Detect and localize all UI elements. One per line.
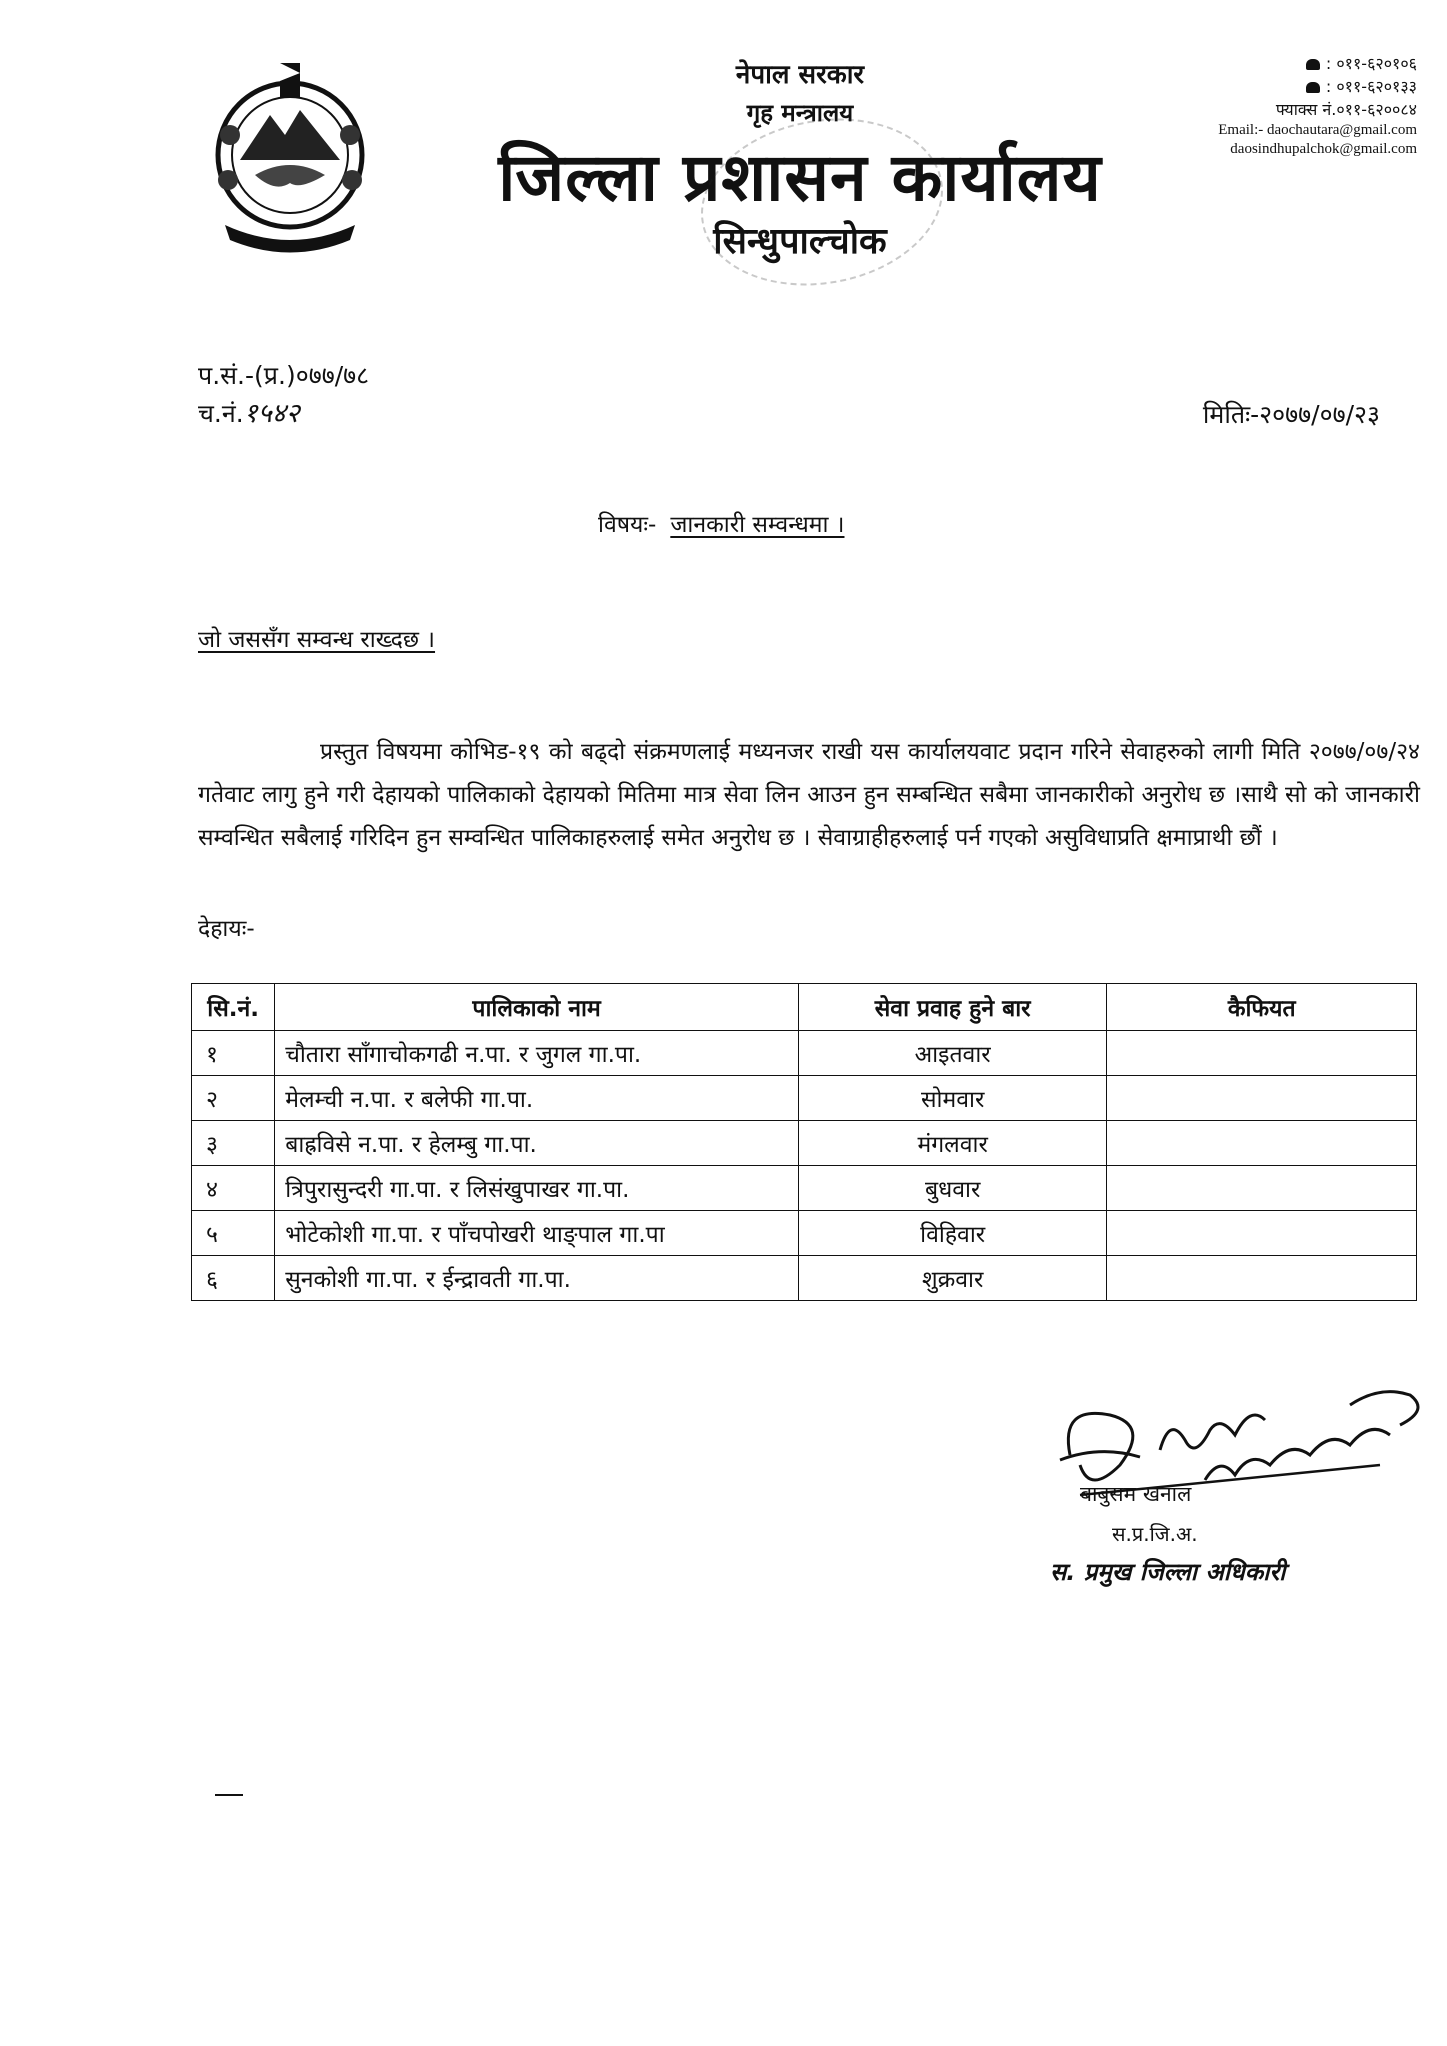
subject-line — [598, 507, 844, 539]
table-row — [192, 1031, 1417, 1076]
table-header-row — [192, 984, 1417, 1031]
service-day-cell: बुधवार — [798, 1166, 1107, 1211]
table-row — [192, 1211, 1417, 1256]
annex-label: देहायः- — [198, 916, 255, 942]
municipality-cell: सुनकोशी गा.पा. र ईन्द्रावती गा.पा. — [275, 1256, 799, 1301]
email-1: Email:- daochautara@gmail.com — [1218, 122, 1417, 138]
remarks-cell — [1107, 1031, 1417, 1076]
handwritten-signature — [1020, 1345, 1440, 1555]
header-serial: सि.नं. — [192, 984, 275, 1031]
email-2: daosindhupalchok@gmail.com — [1230, 141, 1417, 157]
municipality-cell: बाह्रविसे न.पा. र हेलम्बु गा.पा. — [275, 1121, 799, 1166]
remarks-cell — [1107, 1121, 1417, 1166]
municipality-cell: मेलम्ची न.पा. र बलेफी गा.पा. — [275, 1076, 799, 1121]
serial-cell: ४ — [192, 1166, 275, 1211]
remarks-cell — [1107, 1211, 1417, 1256]
service-day-cell: विहिवार — [798, 1211, 1107, 1256]
header-service-day: सेवा प्रवाह हुने बार — [798, 984, 1107, 1031]
service-day-cell: मंगलवार — [798, 1121, 1107, 1166]
government-name: नेपाल सरकार — [735, 60, 865, 90]
addressee: जो जससँग सम्वन्ध राख्दछ । — [198, 627, 436, 653]
service-day-cell: शुक्रवार — [798, 1256, 1107, 1301]
header-remarks: कैफियत — [1107, 984, 1417, 1031]
serial-cell: २ — [192, 1076, 275, 1121]
signatory-name: बाबुसम खनाल — [1080, 1482, 1192, 1506]
reference-block — [198, 357, 369, 433]
dispatch-number-line — [198, 395, 369, 433]
municipality-cell: त्रिपुरासुन्दरी गा.पा. र लिसंखुपाखर गा.पा. — [275, 1166, 799, 1211]
remarks-cell — [1107, 1166, 1417, 1211]
municipality-cell: भोटेकोशी गा.पा. र पाँचपोखरी थाङ्पाल गा.पा — [275, 1211, 799, 1256]
table-row — [192, 1076, 1417, 1121]
service-day-cell: आइतवार — [798, 1031, 1107, 1076]
service-schedule-table — [191, 983, 1417, 1301]
fax-number: फ्याक्स नं.०११-६२००८४ — [1275, 100, 1417, 119]
serial-cell: ५ — [192, 1211, 275, 1256]
nepal-emblem-logo — [200, 55, 380, 255]
serial-cell: ६ — [192, 1256, 275, 1301]
ministry-name: गृह मन्त्रालय — [746, 99, 854, 127]
body-paragraph: प्रस्तुत विषयमा कोभिड-१९ को बढ्दो संक्रमणलाई मध्यनजर राखी यस कार्यालयवाट प्रदान गरिने सेवाहरुको लागी मिति २०७७/०७/२४ गतेवाट लागु हुने गरी देहायको पालिकाको देहायको मितिमा मात्र सेवा लिन आउन हुन सम्बन्धित सबैमा जानकारीको अनुरोध छ ।साथै सो को जानकारी सम्वन्धित सबैलाई गरिदिन हुन सम्वन्धित पालिकाहरुलाई समेत अनुरोध छ । सेवाग्राहीहरुलाई पर्न गएको असुविधाप्रति क्षमाप्राथी छौं । — [198, 739, 1420, 851]
dispatch-number: १५४२ — [243, 398, 300, 429]
serial-cell: ३ — [192, 1121, 275, 1166]
phone-line-1 — [1117, 52, 1417, 75]
telephone-icon — [1306, 59, 1320, 70]
office-title: जिल्ला प्रशासन कार्यालय — [498, 139, 1102, 216]
dispatch-label: च.नं. — [198, 399, 244, 428]
district-name: सिन्धुपाल्चोक — [713, 221, 887, 262]
remarks-cell — [1107, 1256, 1417, 1301]
letter-number: प.सं.-(प्र.)०७७/७८ — [198, 361, 370, 390]
serial-cell: १ — [192, 1031, 275, 1076]
phone-number-2: : ०११-६२०१३३ — [1325, 77, 1417, 96]
letter-date: मितिः-२०७७/०७/२३ — [1202, 400, 1380, 429]
subject-label: विषयः- — [598, 512, 657, 538]
header-municipality: पालिकाको नाम — [275, 984, 799, 1031]
signatory-abbreviation: स.प्र.जि.अ. — [1112, 1522, 1198, 1546]
telephone-icon — [1306, 82, 1320, 93]
contact-block — [1117, 52, 1417, 159]
signatory-designation-stamp: स. प्रमुख जिल्ला अधिकारी — [1050, 1558, 1286, 1586]
subject-text: जानकारी सम्वन्धमा । — [670, 512, 845, 538]
service-day-cell: सोमवार — [798, 1076, 1107, 1121]
page-mark — [215, 1794, 243, 1796]
table-row — [192, 1166, 1417, 1211]
table-row — [192, 1121, 1417, 1166]
phone-number-1: : ०११-६२०१०६ — [1325, 54, 1417, 73]
municipality-cell: चौतारा साँगाचोकगढी न.पा. र जुगल गा.पा. — [275, 1031, 799, 1076]
table-row — [192, 1256, 1417, 1301]
remarks-cell — [1107, 1076, 1417, 1121]
phone-line-2 — [1117, 75, 1417, 98]
